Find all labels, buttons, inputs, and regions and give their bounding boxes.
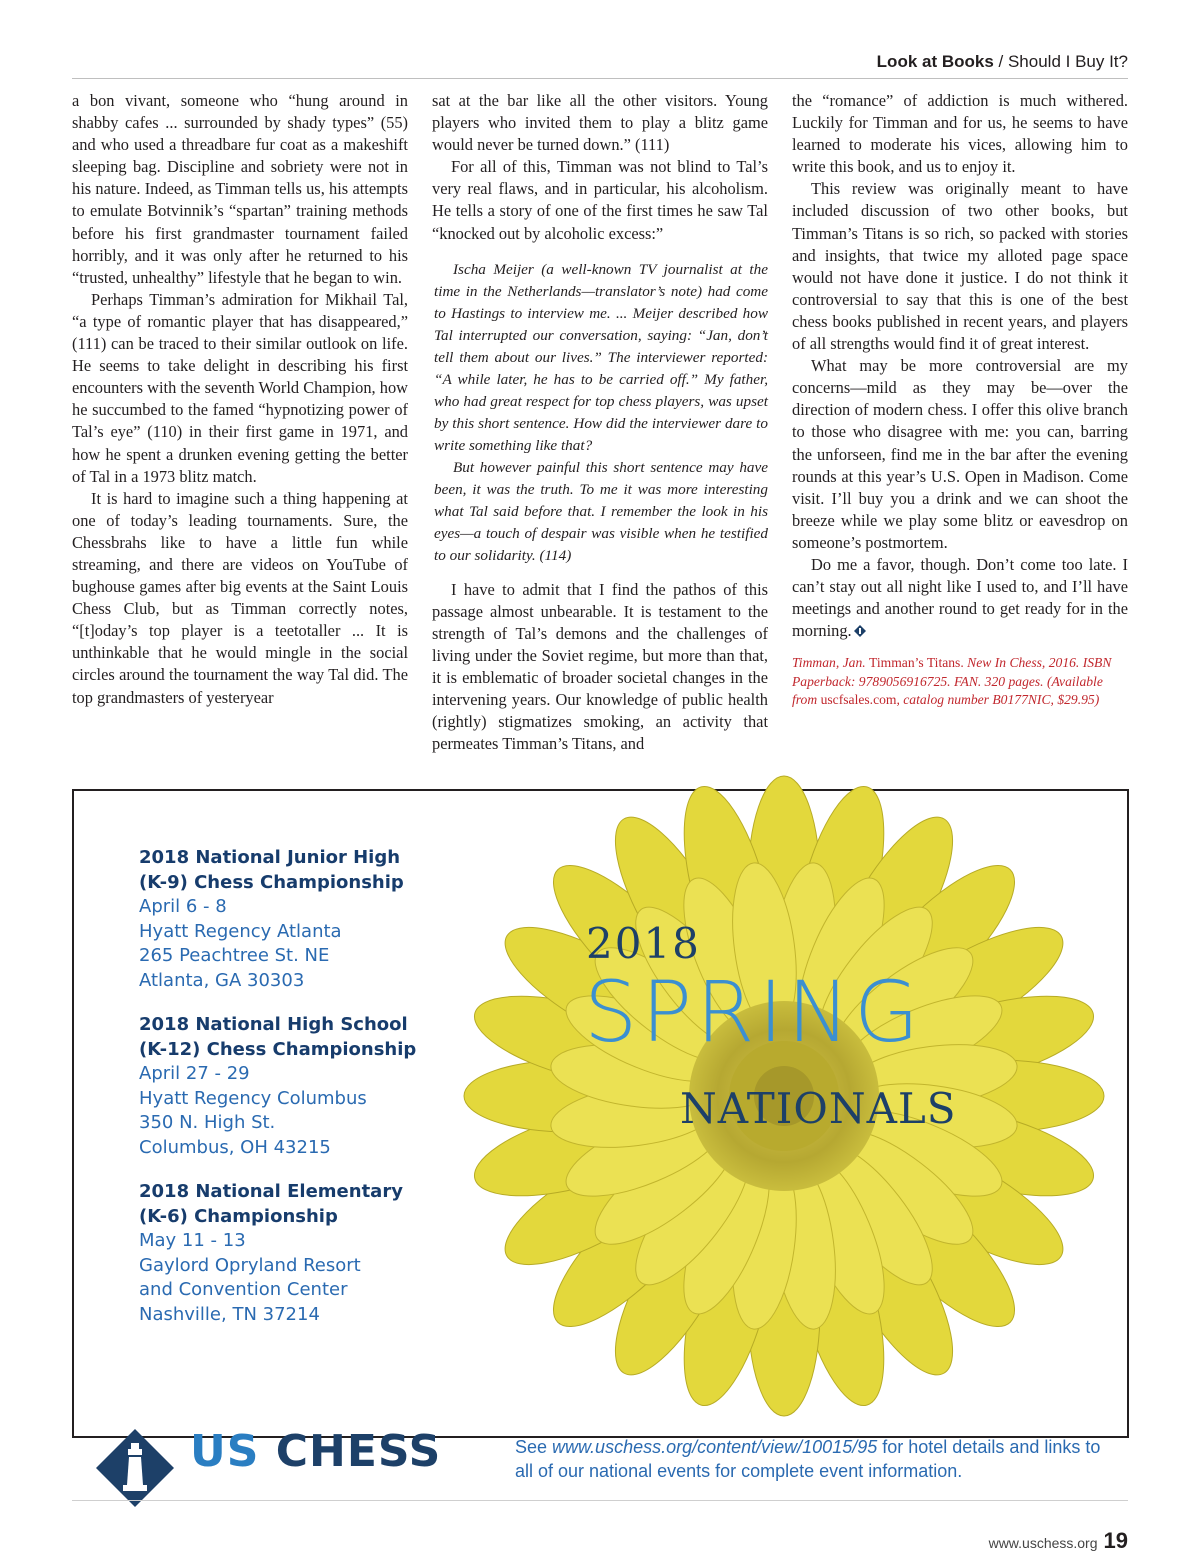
- credit-author: Timman, Jan.: [792, 655, 866, 671]
- quote-paragraph: Ischa Meijer (a well-known TV journalist at the time in the Netherlands—translator’s note) had come to Hastings to interview me. ... Meijer described how Tal interrupted our conversation, saying: “Jan, don’t tell them about our lives.” The interviewer reported: “A while later, he has to be carried off.” My father, who had great respect for top chess players, was upset by this short sentence. How did the interviewer dare to write something like that?: [434, 260, 768, 454]
- event-junior-high: [139, 846, 416, 993]
- event-elementary: [139, 1180, 416, 1327]
- event-dates: April 27 - 29: [139, 1063, 250, 1084]
- event-venue-line2: and Convention Center: [139, 1279, 348, 1300]
- block-quote: [432, 259, 768, 567]
- ad-spring: SPRING: [584, 963, 924, 1061]
- paragraph: It is hard to imagine such a thing happening at one of today’s leading tournaments. Sure, the Chessbrahs like to have a little fun while streaming, and there are videos on YouTube of bughouse games after big events at the Saint Louis Chess Club, but as Timman correctly notes, “[t]oday’s top player is a teetotaller ... It is unthinkable that he would mingle in the social circles around the tournament the way Tal did. The top grandmasters of yesteryear: [72, 488, 408, 707]
- event-title: 2018 National Junior High: [139, 847, 401, 868]
- paragraph: the “romance” of addiction is much withered. Luckily for Timman and for us, he seems to have learned to moderate his vices, allowing him to write this book, and us to enjoy it.: [792, 91, 1128, 177]
- event-title: (K-9) Chess Championship: [139, 871, 404, 893]
- article-column-1: [72, 90, 408, 709]
- event-address: 350 N. High St.: [139, 1112, 276, 1133]
- see-prefix: See: [515, 1437, 548, 1457]
- header-separator: /: [993, 52, 1008, 71]
- event-city: Nashville, TN 37214: [139, 1303, 320, 1325]
- event-venue: Gaylord Opryland Resort: [139, 1254, 361, 1276]
- event-title: (K-12) Chess Championship: [139, 1038, 417, 1060]
- event-title: 2018 National High School: [139, 1014, 408, 1035]
- event-high-school: [139, 1013, 416, 1160]
- logo-chess: CHESS: [275, 1426, 442, 1477]
- running-header: [72, 52, 1128, 79]
- end-mark-icon: [854, 625, 866, 637]
- event-address: 265 Peachtree St. NE: [139, 945, 330, 966]
- event-venue: Hyatt Regency Columbus: [139, 1087, 367, 1109]
- chess-king-icon: [96, 1429, 174, 1507]
- event-list: [139, 846, 416, 1347]
- paragraph: This review was originally meant to have included discussion of two other books, but Timman’s Titans is so rich, so packed with stories and insights, that twice my alloted page space would not have done it justice. I do not think it controversial to say that this is one of the best chess books published in recent years, and players of all strengths would find it of great interest.: [792, 179, 1128, 354]
- paragraph: sat at the bar like all the other visitors. Young players who invited them to play a blitz game would never be turned down.” (111): [432, 91, 768, 155]
- event-venue: Hyatt Regency Atlanta: [139, 920, 342, 942]
- footer-site-link[interactable]: www.uschess.org: [988, 1535, 1098, 1551]
- paragraph: I have to admit that I find the pathos of this passage almost unbearable. It is testament to the strength of Tal’s demons and the challenges of living under the Soviet regime, but more than that, it is emblematic of broader societal changes in the intervening years. Our knowledge of public health (rightly) stigmatizes smoking, an activity that permeates Timman’s Titans, and: [432, 579, 768, 754]
- article-column-2: [432, 90, 768, 755]
- see-rest: for hotel details and links to all of our national events for complete event information.: [515, 1437, 1101, 1481]
- ad-info-text: [515, 1435, 1115, 1483]
- credit-title: Timman’s Titans.: [869, 655, 964, 671]
- paragraph: What may be more controversial are my concerns—mild as they may be—over the direction of modern chess. I offer this olive branch to those who disagree with me: you can, barring the unforseen, find me in the bar after the evening rounds at this year’s U.S. Open in Madison. Come visit. I’ll buy you a drink and we can shoot the breeze while we play some blitz or eavesdrop on someone’s postmortem.: [792, 356, 1128, 552]
- logo-us: US: [190, 1426, 260, 1477]
- page-footer: [989, 1528, 1128, 1554]
- event-info-link[interactable]: www.uschess.org/content/view/10015/95: [552, 1437, 878, 1457]
- event-title: 2018 National Elementary: [139, 1181, 403, 1202]
- event-city: Atlanta, GA 30303: [139, 969, 305, 991]
- header-section: Look at Books: [876, 52, 994, 71]
- paragraph-last: [792, 554, 1128, 642]
- header-subsection: Should I Buy It?: [1007, 52, 1128, 71]
- event-title: (K-6) Championship: [139, 1205, 338, 1227]
- paragraph: a bon vivant, someone who “hung around in shabby cafes ... surrounded by shady types” (55) and who used a threadbare fur coat as a makeshift sleeping bag. Discipline and sobriety were not in his nature. Indeed, as Timman tells us, his attempts to emulate Botvinnik’s “spartan” training methods before his first grandmaster tournament failed horribly, and it was only after he returned to his “trusted, unhealthy” lifestyle that he began to win.: [72, 91, 408, 287]
- quote-paragraph: But however painful this short sentence may have been, it was the truth. To me it was more interesting what Tal said before that. I remember the look in his eyes—a touch of despair was visible when he testified to our solidarity. (114): [434, 458, 768, 564]
- credit-details: New In Chess, 2016. ISBN Paperback: 9789056916725. FAN. 320 pages. (Available from: [792, 655, 1112, 707]
- footer-rule: [72, 1500, 1128, 1501]
- ad-nationals: NATIONALS: [680, 1084, 957, 1133]
- credit-store-link[interactable]: uscfsales.com: [820, 691, 897, 707]
- spring-nationals-ad: [72, 789, 1129, 1481]
- credit-tail: , catalog number B0177NIC, $29.95): [896, 691, 1100, 707]
- page-number: 19: [1103, 1528, 1128, 1553]
- event-dates: May 11 - 13: [139, 1230, 246, 1251]
- paragraph: For all of this, Timman was not blind to Tal’s very real flaws, and in particular, his alcoholism. He tells a story of one of the first times he saw Tal “knocked out by alcoholic excess:”: [432, 157, 768, 243]
- ad-year: 2018: [586, 919, 701, 968]
- event-dates: April 6 - 8: [139, 896, 227, 917]
- paragraph: Perhaps Timman’s admiration for Mikhail Tal, “a type of romantic player that has disappeared,” (111) can be traced to their similar outlook on life. He seems to take delight in describing his first encounters with the seventh World Champion, how he succumbed to the famed “hypnotizing power of Tal’s eye” (110) in their first game in 1971, and how he spent a drunken evening getting the better of Tal in a 1973 blitz match.: [72, 289, 408, 486]
- event-city: Columbus, OH 43215: [139, 1136, 331, 1158]
- article-column-3: [792, 90, 1128, 709]
- book-credit: [792, 654, 1128, 709]
- logo-wordmark: [190, 1426, 441, 1477]
- last-paragraph-text: Do me a favor, though. Don’t come too late. I can’t stay out all night like I used to, and I’ll have meetings and another round to get ready for in the morning.: [792, 554, 1128, 641]
